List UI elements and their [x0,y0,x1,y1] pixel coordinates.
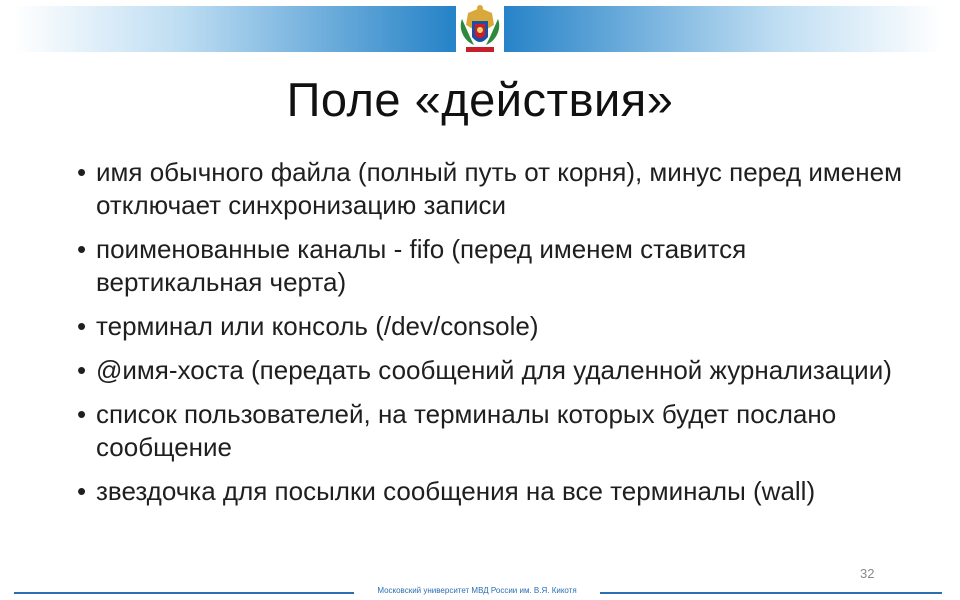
bullet-dot-icon: • [77,311,87,341]
footer-divider-left [14,592,354,594]
bullet-item [75,475,915,508]
bullet-item [75,156,915,222]
bullet-text: список пользователей, на терминалы которых будет послано сообщение [96,399,837,462]
bullet-item [75,310,915,343]
bullet-dot-icon: • [77,476,87,506]
slide-title: Поле «действия» [286,73,674,126]
bullet-item [75,233,915,299]
bullet-text: поименованные каналы - fifo (перед именем ставится вертикальная черта) [96,234,747,297]
bullet-dot-icon: • [77,355,87,385]
university-coat-of-arms-icon [456,3,504,55]
bullet-dot-icon: • [77,234,87,264]
bullet-item [75,398,915,464]
footer-divider-right [600,592,942,594]
bullet-text: имя обычного файла (полный путь от корня), минус перед именем отключает синхронизацию записи [96,157,902,220]
bullet-text: @имя-хоста (передать сообщений для удаленной журнализации) [96,355,892,385]
bullet-dot-icon: • [77,399,87,429]
bullet-text: терминал или консоль (/dev/console) [96,311,539,341]
bullet-item [75,354,915,387]
footer-institution-text: Московский университет МВД России им. В.Я. Кикотя [377,586,577,595]
bullet-text: звездочка для посылки сообщения на все терминалы (wall) [96,476,816,506]
bullet-list [75,156,915,519]
page-number: 32 [860,566,875,581]
bullet-dot-icon: • [77,157,87,187]
